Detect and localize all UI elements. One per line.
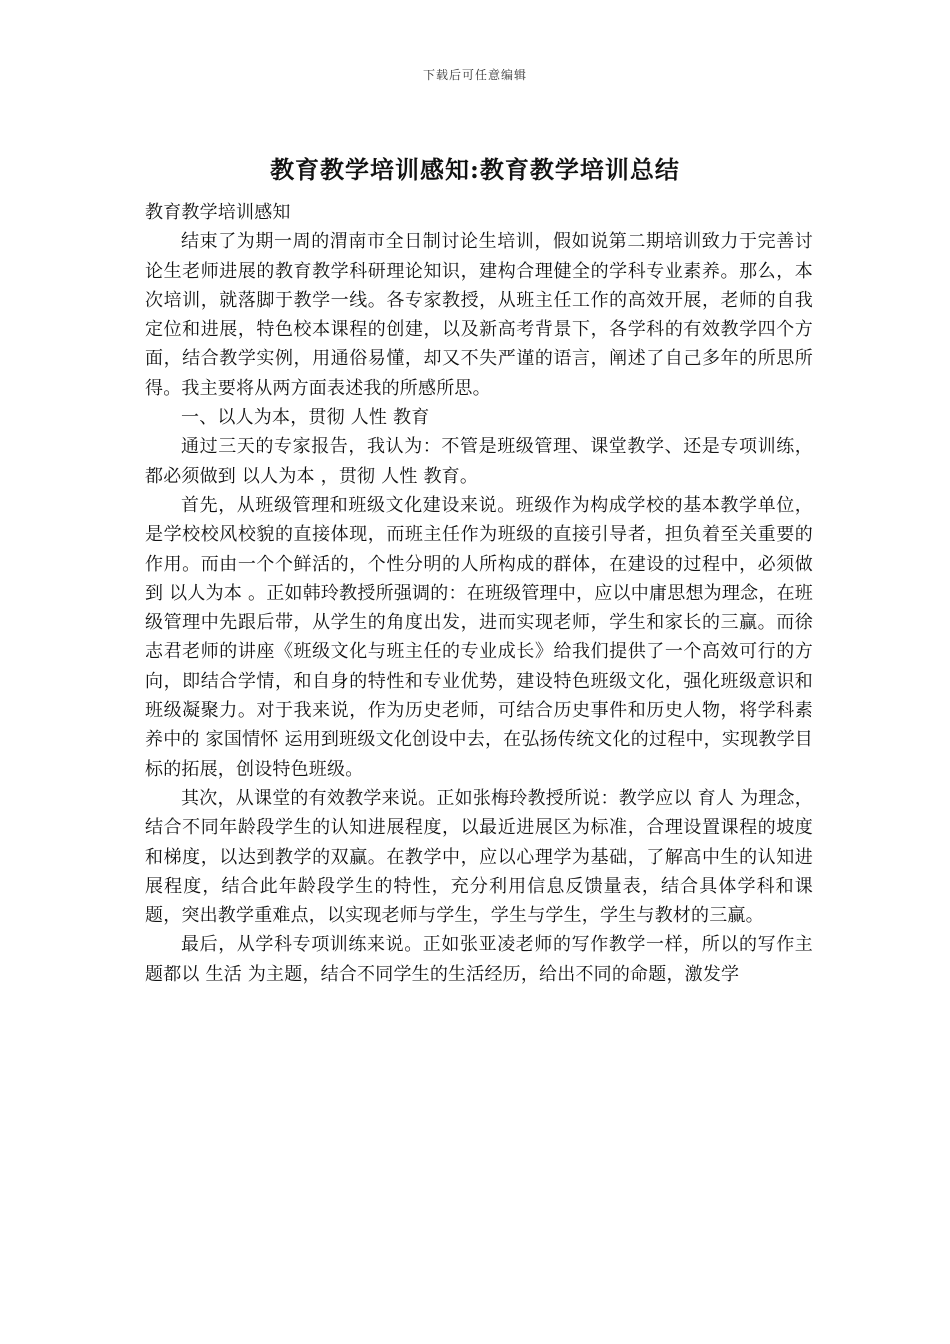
paragraph-effective-teaching: 其次，从课堂的有效教学来说。正如张梅玲教授所说：教学应以 育人 为理念，结合不同年龄段学生的认知进展程度，以最近进展区为标准，合理设置课程的坡度和梯度，以达到教学的双赢。在教学中，应以心理学为基础，了解高中生的认知进展程度，结合此年龄段学生的特性，充分利用信息反馈量表，结合具体学科和课题，突出教学重难点，以实现老师与学生，学生与学生，学生与教材的三赢。 [145, 787, 813, 927]
document-title: 教育教学培训感知:教育教学培训总结 [270, 155, 680, 184]
section-heading-1: 一、以人为本，贯彻 人性 教育 [181, 407, 430, 429]
paragraph-class-management: 首先，从班级管理和班级文化建设来说。班级作为构成学校的基本教学单位，是学校校风校貌的直接体现，而班主任作为班级的直接引导者，担负着至关重要的作用。而由一个个鲜活的，个性分明的人所构成的群体，在建设的过程中，必须做到 以人为本 。正如韩玲教授所强调的：在班级管理中，应以中庸思想为理念，在班级管理中先跟后带，从学生的角度出发，进而实现老师，学生和家长的三赢。而徐志君老师的讲座《班级文化与班主任的专业成长》给我们提供了一个高效可行的方向，即结合学情，和自身的特性和专业优势，建设特色班级文化，强化班级意识和班级凝聚力。对于我来说，作为历史老师，可结合历史事件和历史人物，将学科素养中的 家国情怀 运用到班级文化创设中去，在弘扬传统文化的过程中，实现教学目标的拓展，创设特色班级。 [145, 494, 813, 780]
paragraph-special-training: 最后，从学科专项训练来说。正如张亚凌老师的写作教学一样，所以的写作主题都以 生活 为主题，结合不同学生的生活经历，给出不同的命题，激发学 [145, 934, 813, 985]
document-body [145, 198, 813, 989]
section-subtitle: 教育教学培训感知 [145, 202, 291, 223]
paragraph-intro: 结束了为期一周的渭南市全日制讨论生培训，假如说第二期培训致力于完善讨论生老师进展的教育教学科研理论知识，建构合理健全的学科专业素养。那么，本次培训，就落脚于教学一线。各专家教授，从班主任工作的高效开展，老师的自我定位和进展，特色校本课程的创建，以及新高考背景下，各学科的有效教学四个方面，结合教学实例，用通俗易懂，却又不失严谨的语言，阐述了自己多年的所思所得。我主要将从两方面表述我的所感所思。 [145, 231, 813, 399]
paragraph-overview: 通过三天的专家报告，我认为：不管是班级管理、课堂教学、还是专项训练，都必须做到 以人为本 ，贯彻 人性 教育。 [145, 436, 813, 487]
header-note: 下载后可任意编辑 [422, 68, 527, 82]
